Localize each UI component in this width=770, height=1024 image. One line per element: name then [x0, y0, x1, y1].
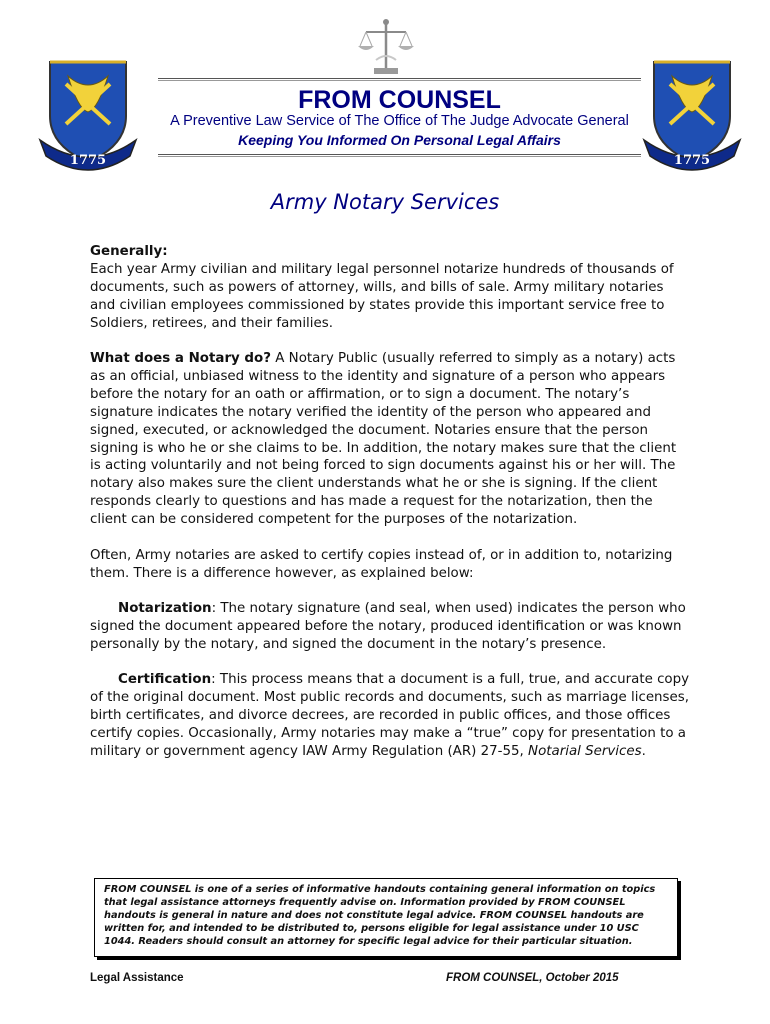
document-title: Army Notary Services	[270, 190, 500, 214]
certification-text: : This process means that a document is a full, true, and accurate copy of the original document. Most public records and documents, such as marriage licenses, birth certificates, and divorce decrees, are recorded in public offices, and those offices certify copies. Occasionally, Army notaries may make a “true” copy for presentation to a military or government agency IAW Army Regulation (AR) 27-55,	[90, 672, 690, 759]
generally-text: Each year Army civilian and military legal personnel notarize hundreds of thousands of documents, such as powers of attorney, wills, and bills of sale. Army military notaries and civilian employees commissioned by states provide this important service free to Soldiers, retirees, and their families.	[90, 261, 674, 331]
footer-right: FROM COUNSEL, October 2015	[446, 972, 619, 984]
jag-crest-right	[642, 54, 742, 174]
scales-of-justice-icon	[356, 16, 416, 80]
notary-text: A Notary Public (usually referred to simply as a notary) acts as an official, unbiased witness to the identity and signature of a person who appears before the notary for an oath or affirmation, or to sign a document. The notary’s signature indicates the notary verified the identity of the person who appeared and signed, executed, or acknowledged the document. Notaries ensure that the person signing is who he or she claims to be. In addition, the notary makes sure that the client is acting voluntarily and not being forced to sign documents against his or her will. The notary also makes sure the client understands what he or she is signing. If the client responds clearly to questions and has made a request for the notarization, then the client can be considered competent for the purposes of the notarization.	[90, 351, 677, 528]
masthead-subtitle: A Preventive Law Service of The Office of The Judge Advocate General	[170, 113, 629, 129]
footer-left: Legal Assistance	[90, 972, 184, 984]
certification-paragraph	[90, 671, 690, 761]
notary-heading: What does a Notary do?	[90, 351, 271, 367]
generally-paragraph	[90, 243, 690, 333]
crest-year: 1775	[69, 153, 107, 168]
notary-paragraph	[90, 350, 690, 529]
often-paragraph: Often, Army notaries are asked to certify copies instead of, or in addition to, notarizing them. There is a difference however, as explained below:	[90, 547, 673, 581]
jag-crest-left	[38, 54, 138, 174]
masthead-rule-top	[158, 78, 641, 81]
masthead-tagline: Keeping You Informed On Personal Legal Affairs	[238, 132, 561, 148]
masthead-rule-bottom	[158, 154, 641, 157]
generally-heading: Generally:	[90, 244, 168, 259]
notarization-text: : The notary signature (and seal, when used) indicates the person who signed the document appeared before the notary, produced identification or was known personally by the notary, and signed the document in the notary’s presence.	[90, 600, 686, 652]
certification-end: .	[641, 743, 646, 759]
certification-reference: Notarial Services	[528, 743, 642, 759]
disclaimer-box: FROM COUNSEL is one of a series of informative handouts containing general information on topics that legal assistance attorneys frequently advise on. Information provided by FROM COUNSEL handouts is general in nature and does not constitute legal advice. FROM COUNSEL handouts are written for, and intended to be distributed to, persons eligible for legal assistance under 10 USC 1044. Readers should consult an attorney for specific legal advice for their particular situation.	[94, 878, 678, 957]
crest-year: 1775	[673, 153, 711, 168]
notarization-paragraph	[90, 600, 690, 654]
masthead-title: FROM COUNSEL	[298, 86, 501, 114]
certification-heading: Certification	[118, 672, 212, 688]
document-body	[90, 243, 690, 778]
notarization-heading: Notarization	[118, 600, 212, 616]
